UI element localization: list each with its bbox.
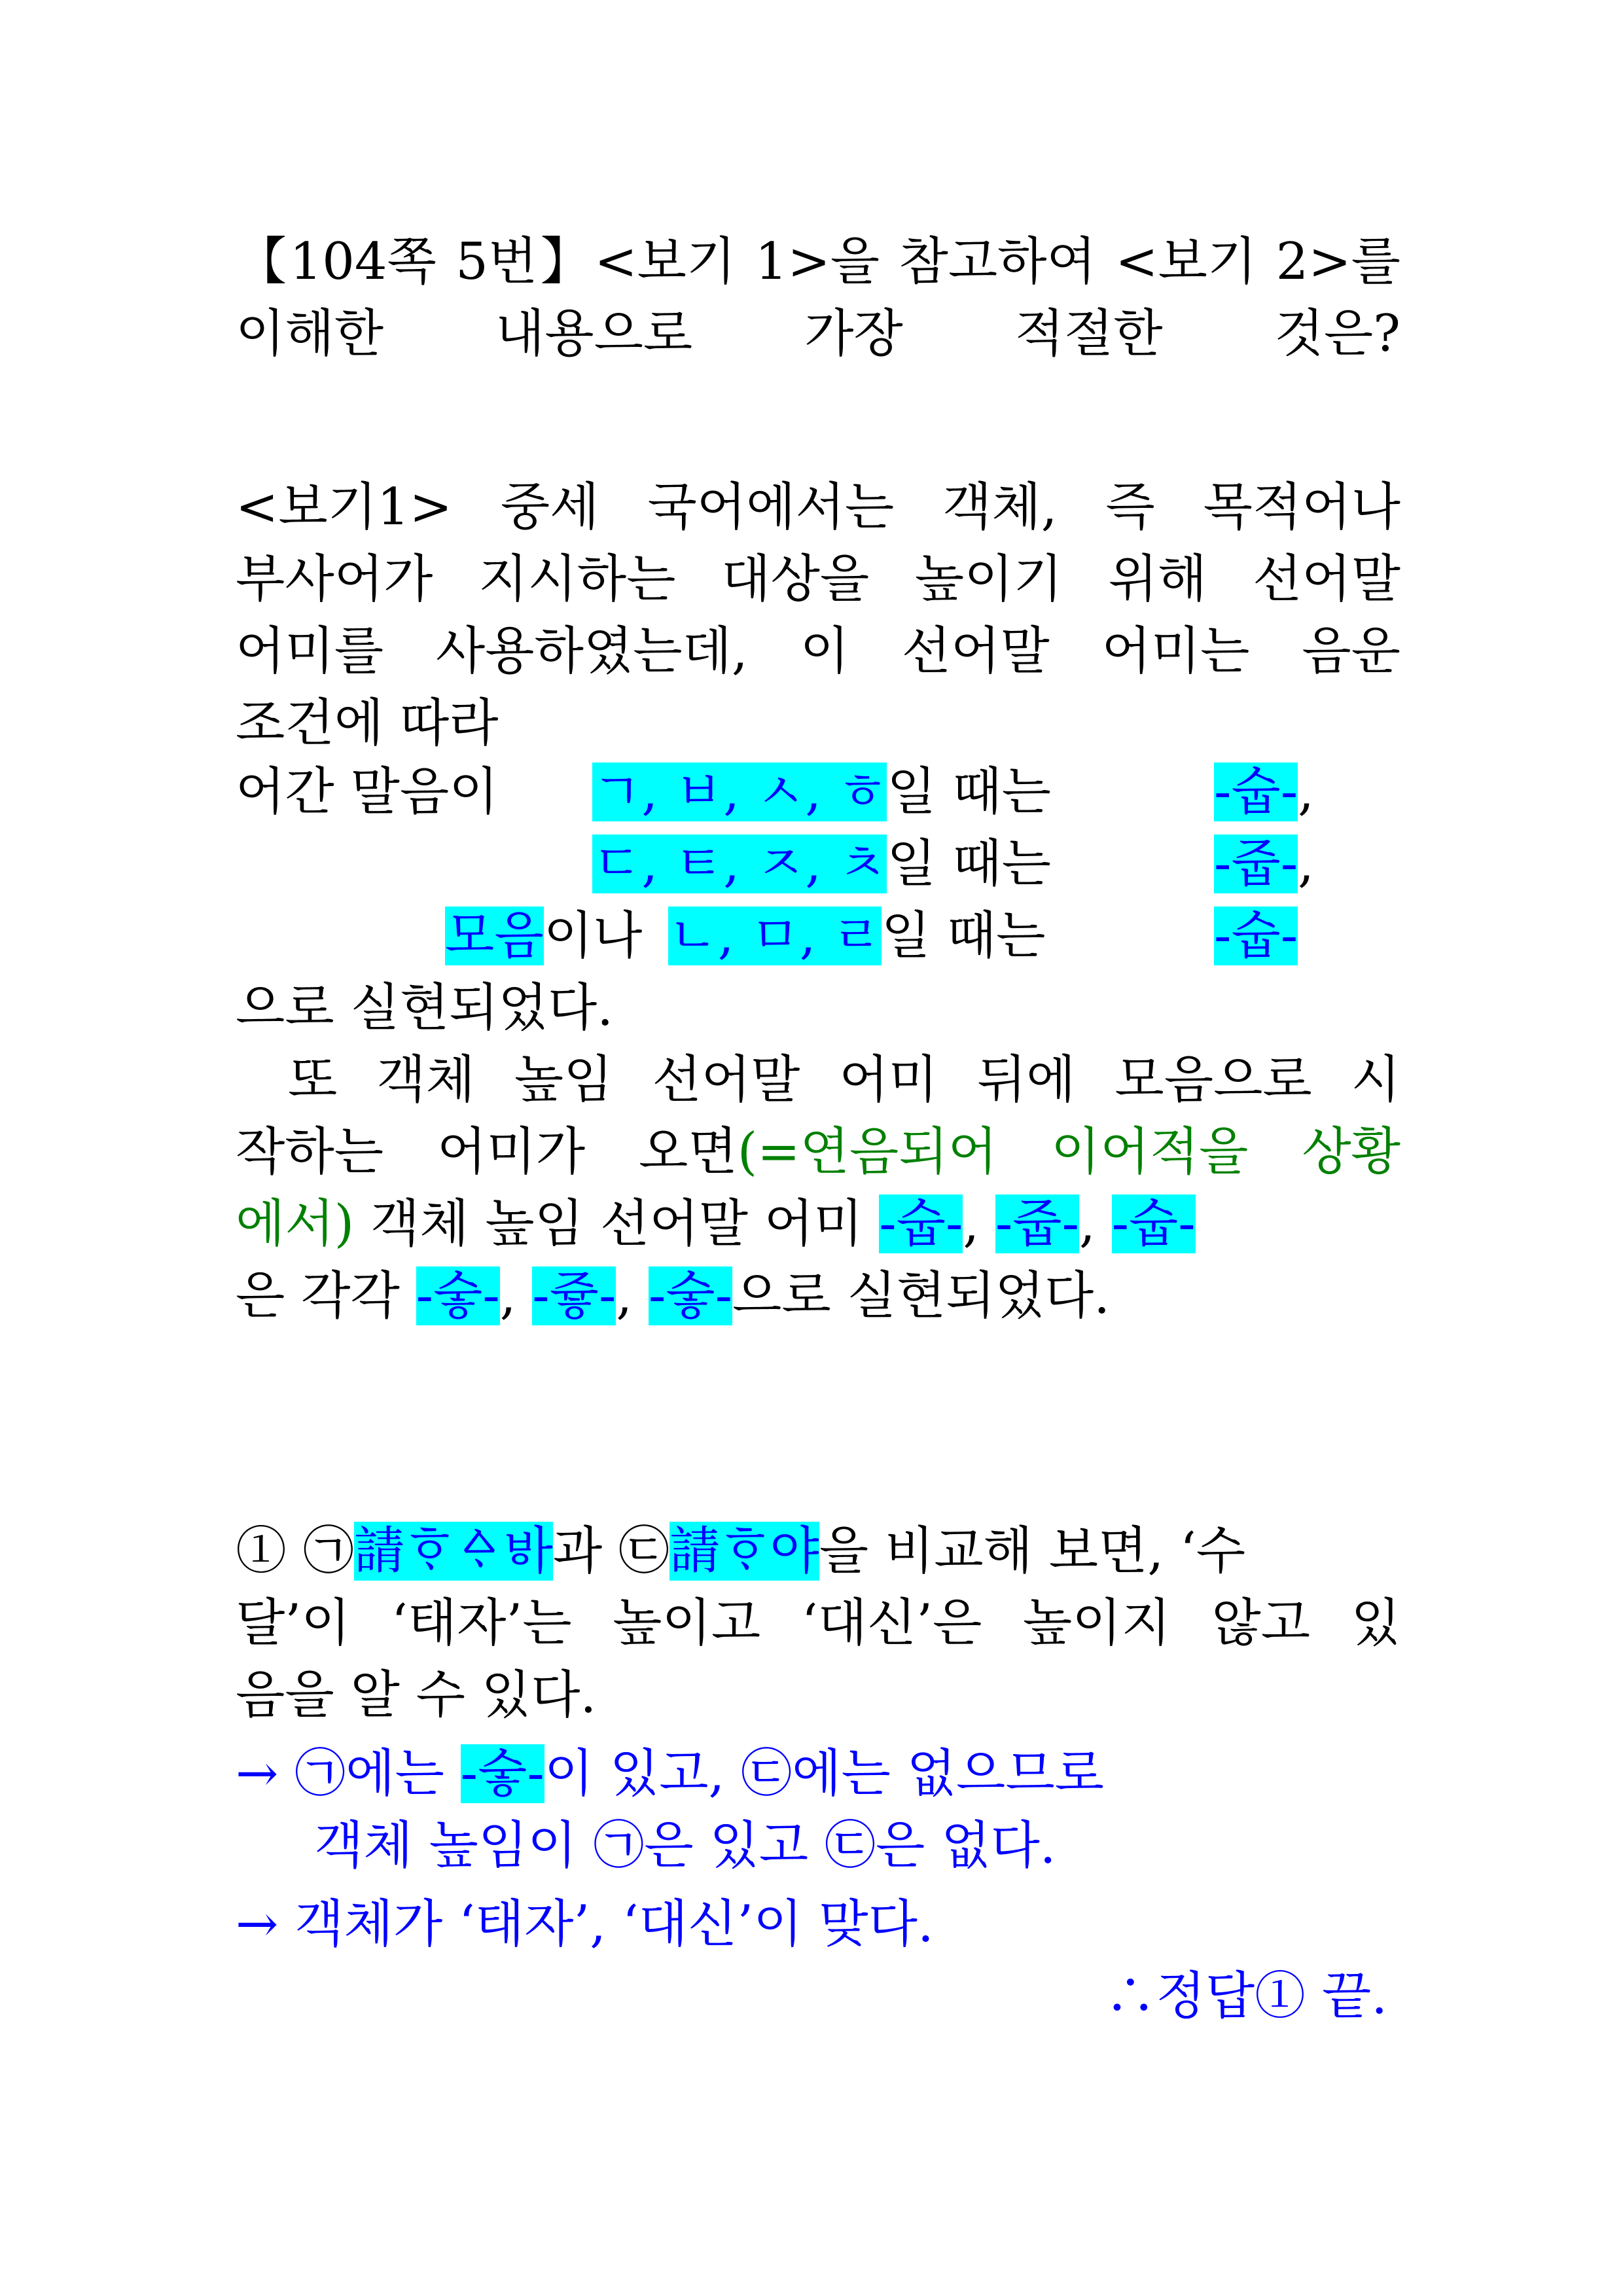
row1-condition [592, 759, 1051, 825]
choice1-word-1: 請ᄒᆞᅀᆞᄫᅡ [353, 1522, 553, 1581]
row2-condition-text: ㄷ, ㅌ, ㅈ, ㅊ [592, 834, 887, 893]
choice1-line-1: ① ㉠請ᄒᆞᅀᆞᄫᅡ과 ㉢請ᄒᆞ야을 비교해 보면, ‘수 [236, 1522, 1246, 1581]
row3-form-text: -숩- [1214, 906, 1298, 965]
row3-when: 일 때는 [881, 906, 1046, 965]
question-line-1: 【104쪽 5번】<보기 1>을 참고하여 <보기 2>를 [236, 232, 1400, 291]
row1-condition-text: ㄱ, ㅂ, ㅅ, ㅎ [592, 762, 887, 821]
row1-form: -숩-, [1214, 762, 1314, 821]
example1-line-7: 작하는 어미가 오면(=연음되어 이어적을 상황 [236, 1122, 1401, 1181]
row1-when: 일 때는 [887, 762, 1051, 821]
example1-line-3: 어미를 사용하였는데, 이 선어말 어미는 음운 [236, 622, 1400, 681]
example1-line-9: 은 각각 -숳-, -즇-, -숳-으로 실현되었다. [236, 1266, 1111, 1325]
row3-vowel: 모음 [445, 906, 544, 965]
example1-line-5: 으로 실현되었다. [236, 978, 614, 1037]
example1-line-8: 에서) 객체 높임 선어말 어미 -숩-, -줍-, -숩- [236, 1194, 1196, 1253]
choice1-line-2: 달’이 ‘태자’는 높이고 ‘대신’은 높이지 않고 있 [236, 1594, 1400, 1653]
answer-line-2: 객체 높임이 ㉠은 있고 ㉢은 없다. [314, 1816, 1056, 1875]
row1-form-text: -숩- [1214, 762, 1298, 821]
row3-condition: 모음이나 ㄴ, ㅁ, ㄹ일 때는 [445, 906, 1046, 965]
row3-form [1214, 903, 1298, 969]
row2-when: 일 때는 [887, 834, 1051, 893]
answer-line-1: → ㉠에는 -숳-이 있고, ㉢에는 없으므로 [236, 1744, 1105, 1803]
linking-note: (=연음되어 이어적을 상황 [737, 1122, 1401, 1181]
choice1-line-3: 음을 알 수 있다. [236, 1666, 597, 1725]
final-answer: ∴정답① 끝. [1105, 1967, 1387, 2026]
question-line-2: 이해한 내용으로 가장 적절한 것은? [236, 304, 1400, 363]
answer-line-3: → 객체가 ‘태자’, ‘대신’이 맞다. [236, 1895, 934, 1954]
row2-form: -줍-, [1214, 834, 1314, 893]
example1-line-6: 또 객체 높임 선어말 어미 뒤에 모음으로 시 [288, 1050, 1400, 1109]
example1-line-2: 부사어가 지시하는 대상을 높이기 위해 선어말 [236, 550, 1400, 609]
row3-condition-text: ㄴ, ㅁ, ㄹ [668, 906, 882, 965]
row1-prefix: 어간 말음이 [236, 762, 499, 821]
choice1-word-2: 請ᄒᆞ야 [669, 1522, 819, 1581]
example1-line-4: 조건에 따라 [236, 694, 499, 753]
row2-condition [592, 831, 1051, 897]
example1-line-1: <보기1> 중세 국어에서는 객체, 즉 목적어나 [236, 478, 1400, 537]
row2-form-text: -줍- [1214, 834, 1298, 893]
